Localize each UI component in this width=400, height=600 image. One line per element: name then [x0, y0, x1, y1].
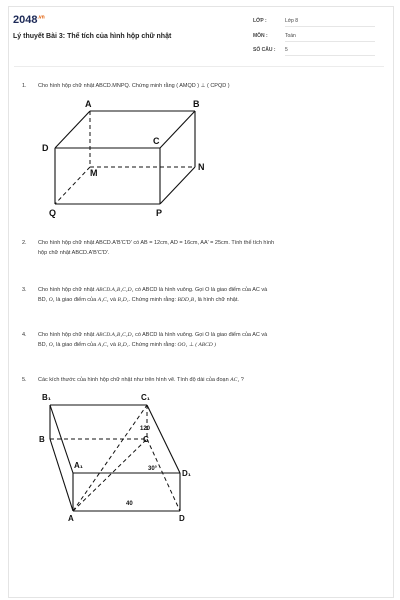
text-fragment: ? [240, 377, 244, 383]
math-expression: O₁ [48, 297, 55, 303]
text-fragment: . Chứng minh rằng: [128, 342, 177, 348]
vertex-label-c: C [153, 136, 160, 146]
text-fragment: và [110, 297, 116, 303]
math-expression: A₁C₁ [97, 342, 109, 348]
vertex-label-a: A [85, 99, 92, 109]
math-expression: B₁D₁ [117, 342, 129, 348]
math-expression: O₁ [48, 342, 55, 348]
math-expression: OO₁ [177, 342, 188, 348]
question-text-line1: Cho hình hộp chữ nhật ABCD.A'B'C'D' có AB = 12cm, AD = 16cm, AA' = 25cm. Tính thể tích hình [38, 240, 275, 246]
class-value: Lớp 8 [285, 18, 375, 27]
math-expression: AC₁ [230, 377, 240, 383]
vertex-label-m: M [90, 168, 98, 178]
perpendicular-symbol: ⊥ [188, 342, 194, 348]
text-fragment: BD, [38, 297, 48, 303]
math-expression: ABCD.A₁B₁C₁D₁ [95, 287, 134, 293]
vertex-label-d: D [179, 514, 185, 523]
question-number: 4. [22, 332, 27, 338]
vertex-label-a1: A₁ [74, 461, 84, 470]
vertex-label-b: B [193, 99, 200, 109]
vertex-label-d: D [42, 143, 49, 153]
text-fragment: có ABCD là hình vuông. Gọi O là giao điểm của AC và [135, 287, 268, 293]
subject-label: MÔN : [253, 33, 268, 39]
text-fragment: Cho hình hộp chữ nhật [38, 287, 95, 293]
question-number: 2. [22, 240, 27, 246]
question-text-line2: hộp chữ nhật ABCD.A'B'C'D'. [38, 250, 110, 256]
page-title: Lý thuyết Bài 3: Thể tích của hình hộp chữ nhật [13, 33, 172, 40]
length-label: 40 [126, 501, 133, 507]
vertex-label-a: A [68, 514, 74, 523]
math-expression: B₁D₁ [117, 297, 129, 303]
text-fragment: . Chứng minh rằng: [128, 297, 177, 303]
vertex-label-c1: C₁ [141, 393, 151, 402]
question-count-value: 5 [285, 47, 375, 56]
text-fragment: có ABCD là hình vuông. Gọi O là giao điểm của AC và [135, 332, 268, 338]
vertex-label-n: N [198, 162, 205, 172]
header-divider [14, 66, 384, 67]
vertex-label-q: Q [49, 208, 57, 218]
math-expression: ( ABCD ) [195, 342, 216, 348]
box-figure-abcd-mnpq [30, 96, 220, 221]
math-expression: A₁C₁ [97, 297, 109, 303]
question-number: 3. [22, 287, 27, 293]
class-label: LỚP : [253, 18, 267, 24]
question-text: Cho hình hộp chữ nhật ABCD.MNPQ. Chứng minh rằng ( AMQD ) ⊥ ( CPQD ) [38, 83, 230, 89]
text-fragment: là giao điểm của [56, 297, 97, 303]
subject-value: Toán [285, 33, 375, 42]
height-label: 120 [140, 426, 151, 432]
angle-label: 30° [148, 466, 158, 472]
math-expression: BDD₁B₁ [177, 297, 197, 303]
vertex-label-b1: B₁ [42, 393, 52, 402]
text-fragment: và [110, 342, 116, 348]
vertex-label-d1: D₁ [182, 469, 192, 478]
text-fragment: Cho hình hộp chữ nhật [38, 332, 95, 338]
text-fragment: là giao điểm của [56, 342, 97, 348]
vertex-label-p: P [156, 208, 163, 218]
math-expression: ABCD.A₁B₁C₁D₁ [95, 332, 134, 338]
box-figure-abcd-a1b1c1d1 [30, 388, 210, 528]
vertex-label-c: C [143, 435, 149, 444]
question-number: 1. [22, 83, 27, 89]
text-fragment: là hình chữ nhật. [197, 297, 239, 303]
vertex-label-b: B [39, 435, 45, 444]
question-text: Các kích thước của hình hộp chữ nhật như trên hình vẽ. Tính độ dài của đoạn [38, 377, 229, 383]
text-fragment: BD, [38, 342, 48, 348]
question-count-label: SỐ CÂU : [253, 47, 276, 53]
site-logo[interactable]: $2048^{.vn}$ [13, 14, 45, 26]
question-number: 5. [22, 377, 27, 383]
